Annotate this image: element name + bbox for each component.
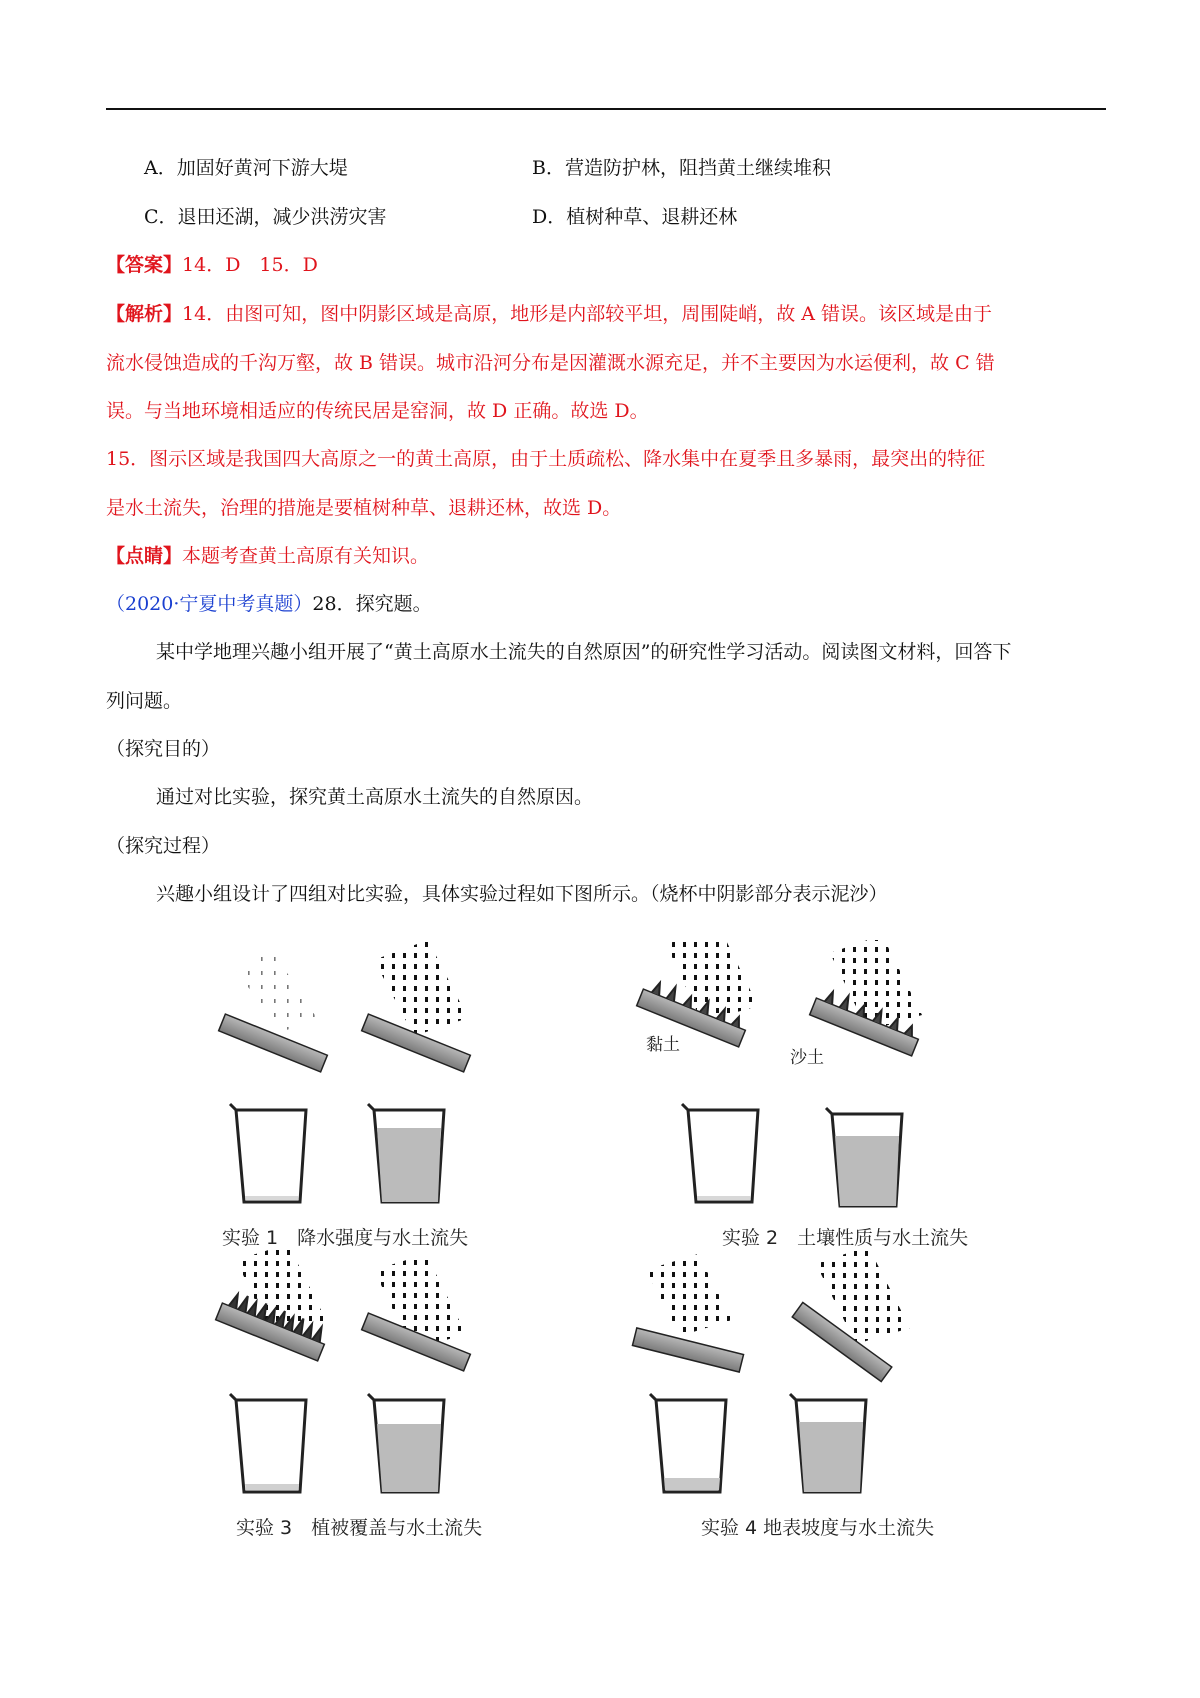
answer-tag: 【答案】	[106, 254, 183, 276]
sand-label: 沙土	[790, 1048, 824, 1068]
process-text: 兴趣小组设计了四组对比实验，具体实验过程如下图所示。（烧杯中阴影部分表示泥沙）	[156, 883, 888, 905]
comment-text: 本题考查黄土高原有关知识。	[182, 545, 430, 567]
process-heading: （探究过程）	[106, 835, 221, 857]
purpose-heading: （探究目的）	[106, 738, 221, 760]
gentle-slope	[632, 1328, 743, 1372]
experiment-1-scene	[219, 940, 471, 1202]
heavy-rain	[646, 1254, 732, 1336]
question-source: （2020·宁夏中考真题）	[106, 593, 313, 615]
experiment-3-scene	[216, 1244, 471, 1492]
analysis-line-1	[106, 300, 992, 328]
experiment-2-caption: 实验 2 土壤性质与水土流失	[722, 1227, 969, 1249]
analysis-line-2: 流水侵蚀造成的千沟万壑，故 B 错误。城市沿河分布是因灌溉水源充足，并不主要因为水运便利，故 C 错	[106, 352, 995, 374]
comment-line	[106, 542, 429, 570]
beaker-clear	[230, 1104, 306, 1202]
option-d: D．植树种草、退耕还林	[532, 206, 738, 228]
beaker-muddy	[368, 1394, 444, 1492]
experiment-2-scene	[637, 940, 924, 1206]
header-rule	[106, 108, 1106, 110]
question-title: 28．探究题。	[312, 593, 432, 615]
question-intro-1: 某中学地理兴趣小组开展了“黄土高原水土流失的自然原因”的研究性学习活动。阅读图文材料，回答下	[156, 641, 1012, 663]
analysis-line-3: 误。与当地环境相适应的传统民居是窑洞，故 D 正确。故选 D。	[106, 400, 649, 422]
analysis-tag: 【解析】	[106, 303, 183, 325]
beaker-muddy	[368, 1104, 444, 1202]
question-intro-2: 列问题。	[106, 690, 183, 712]
experiment-4-scene	[632, 1246, 910, 1492]
purpose-text: 通过对比实验，探究黄土高原水土流失的自然原因。	[156, 786, 594, 808]
analysis-text-1: 14．由图可知，图中阴影区域是高原，地形是内部较平坦，周围陡峭，故 A 错误。该区域是由于	[182, 303, 992, 325]
beaker-muddy	[826, 1108, 902, 1206]
light-rain	[236, 950, 318, 1032]
slope-board	[219, 1014, 328, 1072]
beaker-muddy	[790, 1394, 866, 1492]
analysis-line-4: 15．图示区域是我国四大高原之一的黄土高原，由于土质疏松、降水集中在夏季且多暴雨，最突出的特征	[106, 448, 986, 470]
option-c: C．退田还湖，减少洪涝灾害	[144, 206, 387, 228]
clay-label: 黏土	[646, 1035, 680, 1055]
beaker-clear	[230, 1394, 306, 1492]
experiment-illustration	[196, 940, 1036, 1560]
experiment-figure	[196, 940, 1036, 1560]
experiment-1-caption: 实验 1 降水强度与水土流失	[222, 1227, 469, 1249]
comment-tag: 【点睛】	[106, 545, 183, 567]
beaker-slight	[650, 1394, 726, 1492]
analysis-line-5: 是水土流失，治理的措施是要植树种草、退耕还林，故选 D。	[106, 497, 622, 519]
option-a: A．加固好黄河下游大堤	[144, 157, 348, 179]
beaker-clear	[682, 1104, 758, 1202]
experiment-3-caption: 实验 3 植被覆盖与水土流失	[236, 1517, 483, 1539]
experiment-4-caption: 实验 4 地表坡度与水土流失	[701, 1517, 935, 1539]
question-header	[106, 590, 432, 618]
answer-text: 14．D 15．D	[182, 254, 318, 276]
option-b: B．营造防护林，阻挡黄土继续堆积	[532, 157, 831, 179]
answer-line	[106, 251, 318, 279]
